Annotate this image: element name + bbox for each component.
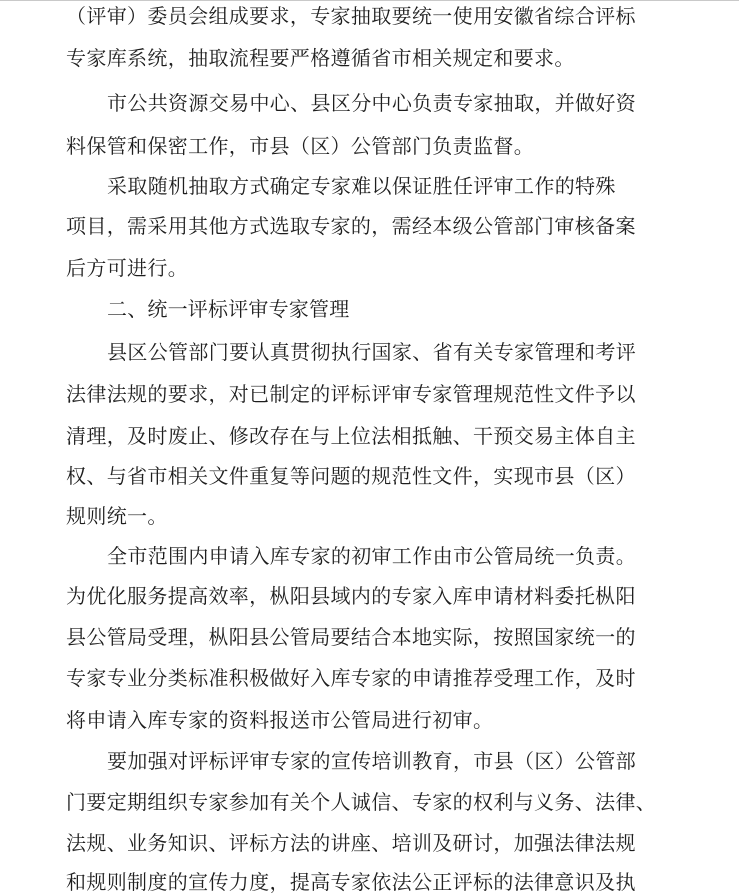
text-line: 规则统一。	[66, 504, 168, 528]
text-line: 为优化服务提高效率，枞阳县域内的专家入库申请材料委托枞阳	[66, 584, 636, 608]
text-line: 料保管和保密工作，市县（区）公管部门负责监督。	[66, 134, 535, 158]
text-line: 权、与省市相关文件重复等问题的规范性文件，实现市县（区）	[66, 464, 636, 488]
section-heading: 二、统一评标评审专家管理	[107, 297, 350, 321]
paragraph-first-line: 要加强对评标评审专家的宣传培训教育，市县（区）公管部	[107, 749, 637, 773]
paragraph-first-line: 全市范围内申请入库专家的初审工作由市公管局统一负责。	[107, 544, 637, 568]
text-line: 法规、业务知识、评标方法的讲座、培训及研讨，加强法律法规	[66, 831, 636, 855]
paragraph-first-line: 采取随机抽取方式确定专家难以保证胜任评审工作的特殊	[107, 174, 616, 198]
paragraph-first-line: 市公共资源交易中心、县区分中心负责专家抽取，并做好资	[107, 91, 637, 115]
text-line: 专家库系统，抽取流程要严格遵循省市相关规定和要求。	[66, 46, 575, 70]
text-line: 将申请入库专家的资料报送市公管局进行初审。	[66, 708, 494, 732]
text-line: 法律法规的要求，对已制定的评标评审专家管理规范性文件予以	[66, 382, 636, 406]
paragraph-first-line: 县区公管部门要认真贯彻执行国家、省有关专家管理和考评	[107, 340, 637, 364]
text-line: 县公管局受理，枞阳县公管局要结合本地实际，按照国家统一的	[66, 625, 636, 649]
text-line: 门要定期组织专家参加有关个人诚信、专家的权利与义务、法律、	[66, 790, 657, 814]
text-line: （评审）委员会组成要求，专家抽取要统一使用安徽省综合评标	[66, 4, 636, 28]
text-line: 后方可进行。	[66, 256, 189, 280]
text-line: 清理，及时废止、修改存在与上位法相抵触、干预交易主体自主	[66, 424, 636, 448]
text-line: 专家专业分类标准积极做好入库专家的申请推荐受理工作，及时	[66, 666, 636, 690]
text-line: 项目，需采用其他方式选取专家的，需经本级公管部门审核备案	[66, 214, 636, 238]
text-line: 和规则制度的宣传力度，提高专家依法公正评标的法律意识及执	[66, 870, 636, 893]
